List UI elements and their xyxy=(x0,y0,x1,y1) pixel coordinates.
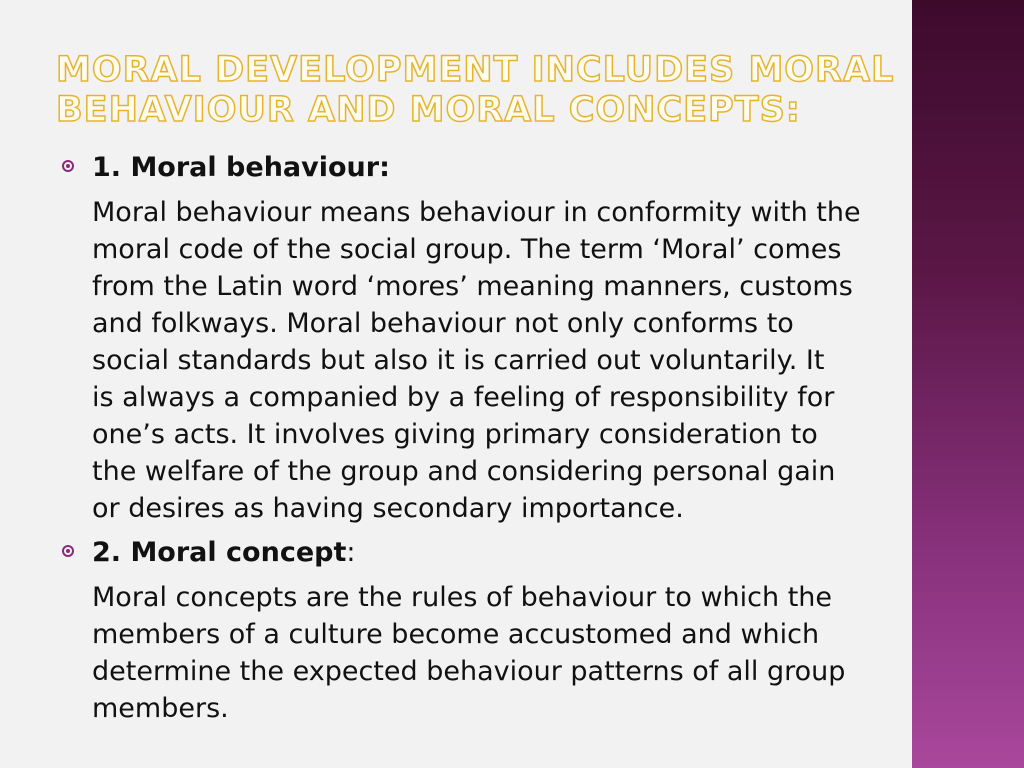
section-paragraph xyxy=(92,194,962,527)
section-heading: 1. Moral behaviour: xyxy=(92,152,390,183)
paragraph-line: is always a companied by a feeling of responsibility for xyxy=(92,382,835,413)
paragraph-line: moral code of the social group. The term ‘Moral’ comes xyxy=(92,234,842,265)
paragraph-line: social standards but also it is carried out voluntarily. It xyxy=(92,345,825,376)
paragraph-line: the welfare of the group and considering personal gain xyxy=(92,456,836,487)
slide-title xyxy=(56,50,916,130)
paragraph-line: one’s acts. It involves giving primary consideration to xyxy=(92,419,818,450)
circle-bullet-icon xyxy=(62,160,74,172)
section-paragraph xyxy=(92,579,962,727)
paragraph-line: Moral concepts are the rules of behaviour to which the xyxy=(92,582,833,613)
bullet-item xyxy=(62,535,962,571)
paragraph-line: and folkways. Moral behaviour not only conforms to xyxy=(92,308,794,339)
paragraph-line: Moral behaviour means behaviour in conformity with the xyxy=(92,197,861,228)
circle-bullet-icon xyxy=(62,545,74,557)
section-moral-behaviour xyxy=(62,150,962,527)
slide-title-line-2: BEHAVIOUR AND MORAL CONCEPTS: xyxy=(56,90,801,130)
paragraph-line: members. xyxy=(92,693,229,724)
bullet-item xyxy=(62,150,962,186)
slide-content xyxy=(62,150,962,727)
paragraph-line: or desires as having secondary importance. xyxy=(92,493,684,524)
paragraph-line: members of a culture become accustomed and which xyxy=(92,619,820,650)
paragraph-line: from the Latin word ‘mores’ meaning manners, customs xyxy=(92,271,853,302)
section-moral-concept xyxy=(62,535,962,727)
slide-title-line-1: MORAL DEVELOPMENT INCLUDES MORAL xyxy=(56,50,895,90)
section-heading: 2. Moral concept: xyxy=(92,537,356,568)
paragraph-line: determine the expected behaviour patterns of all group xyxy=(92,656,846,687)
